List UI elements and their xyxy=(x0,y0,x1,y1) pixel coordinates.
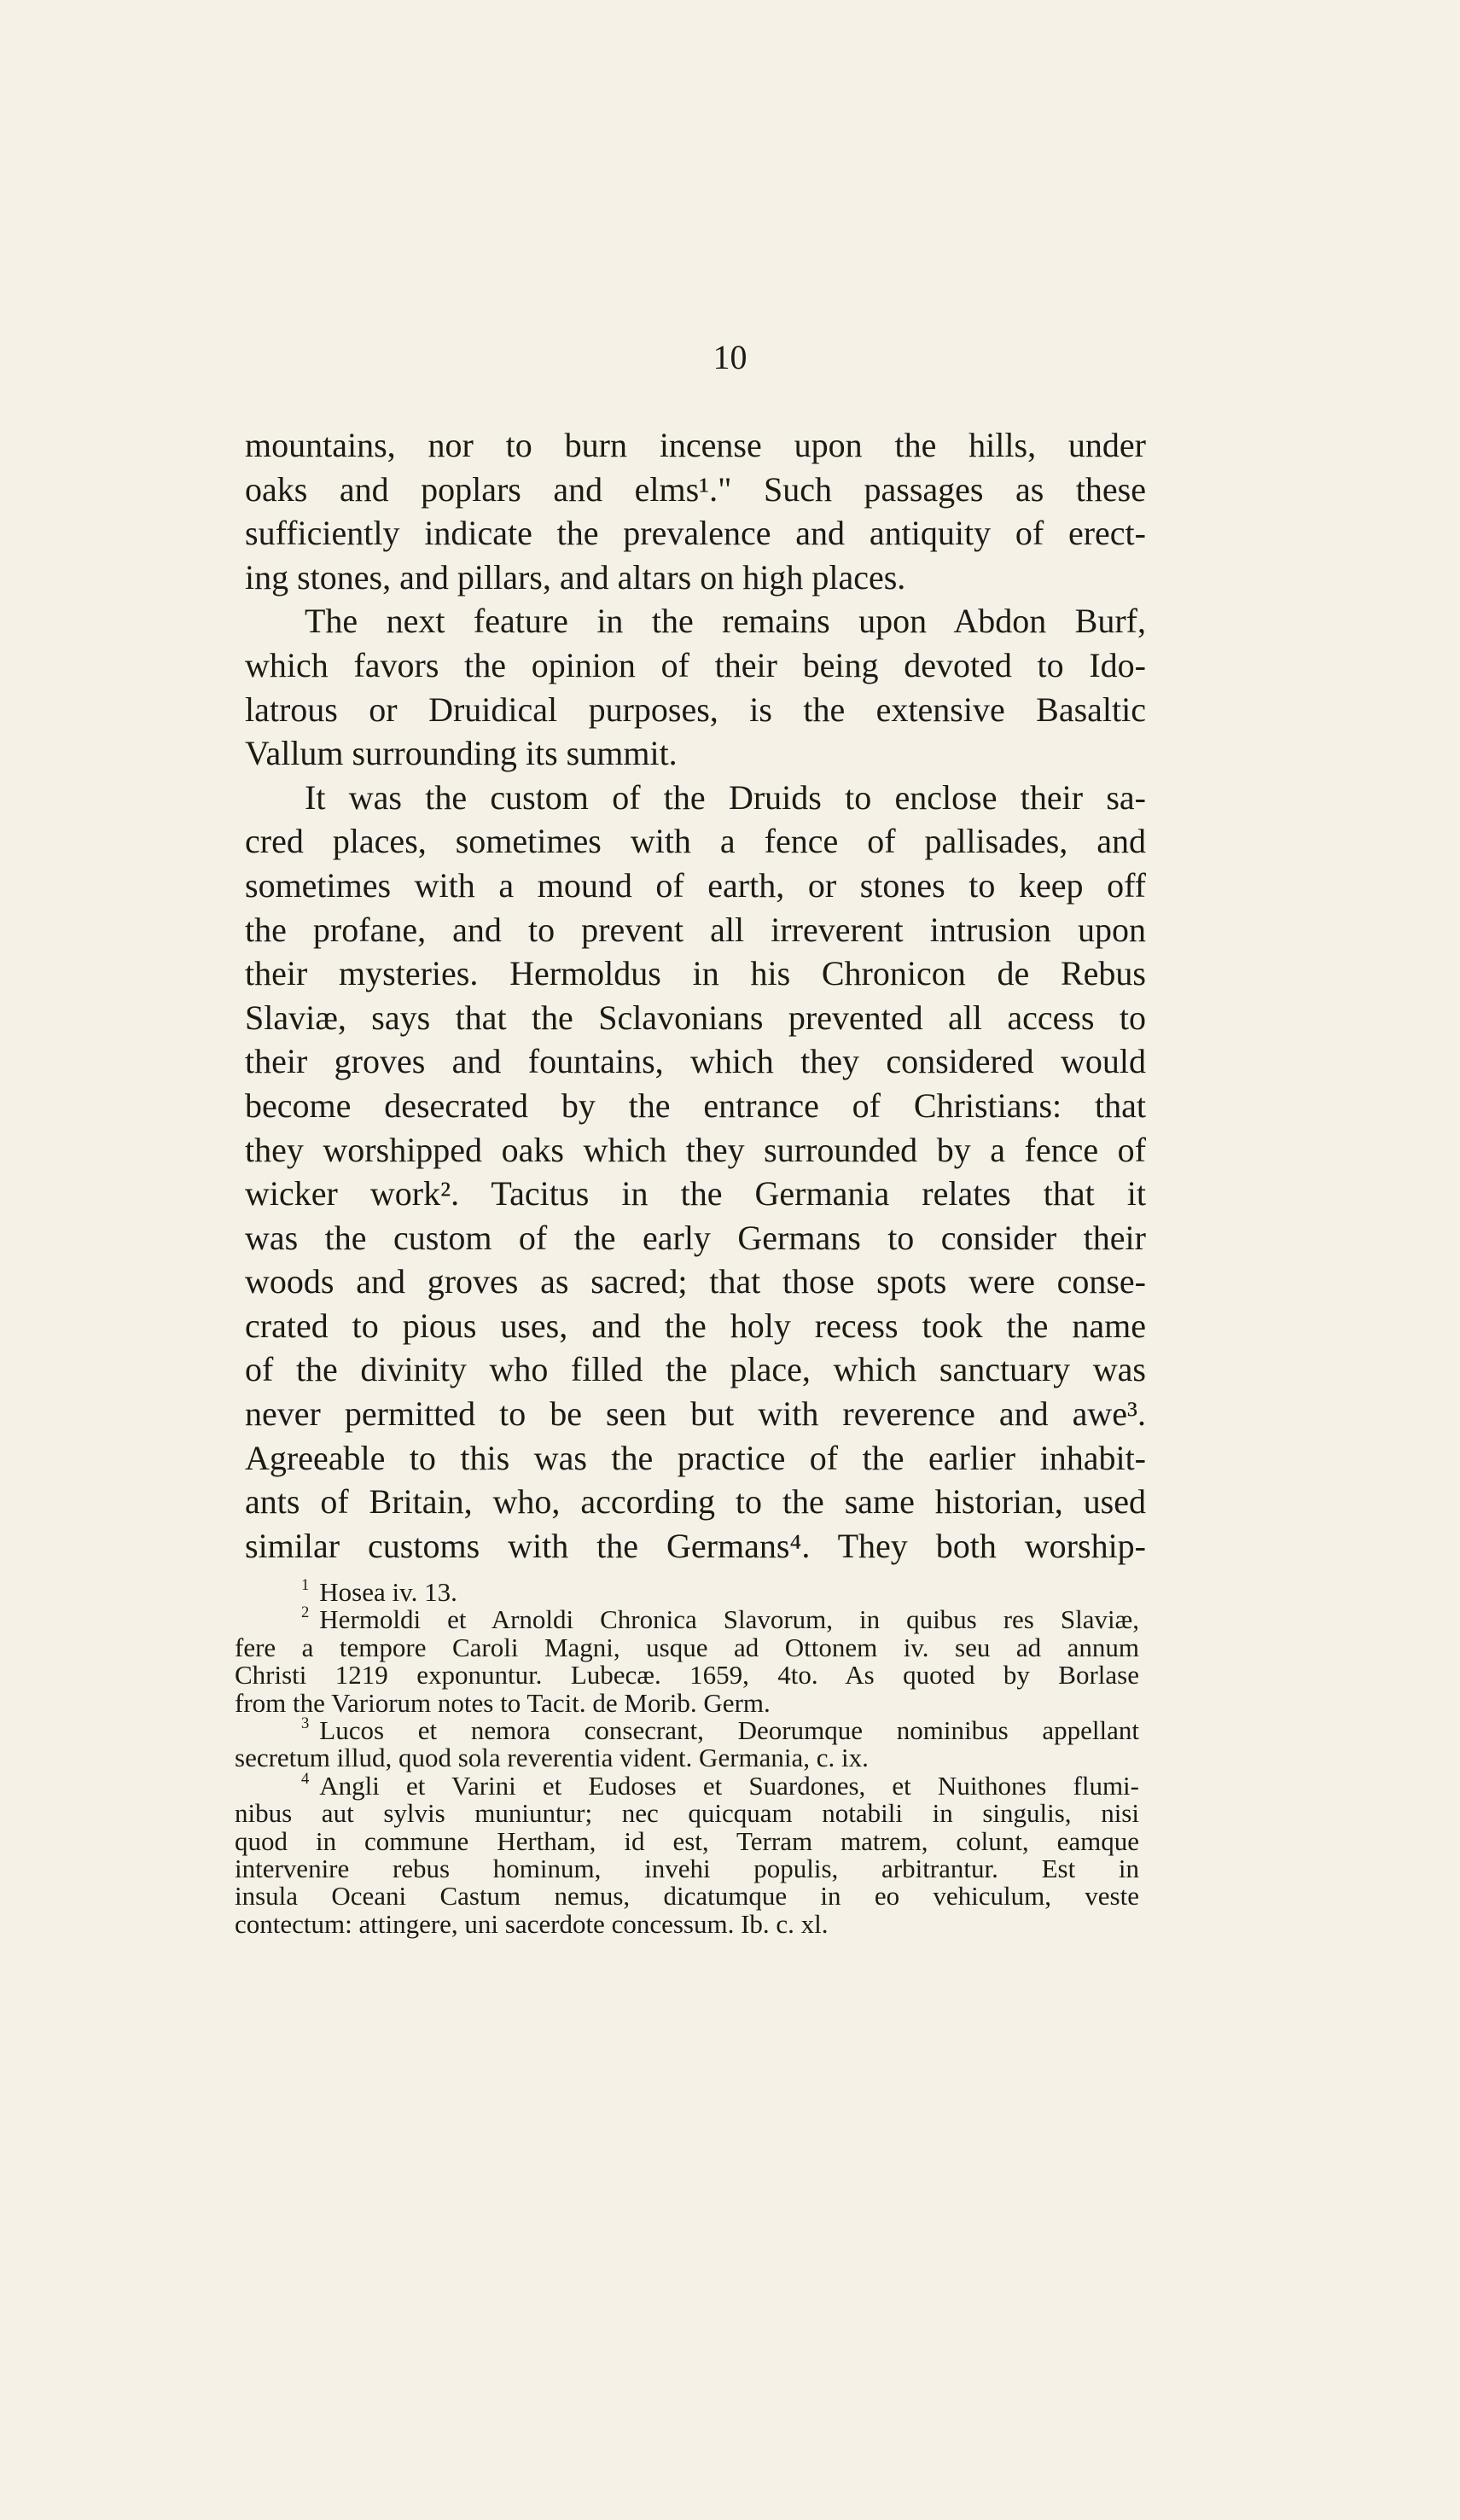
footnote-text: Lucos et nemora consecrant, Deorumque nominibus appellant xyxy=(319,1715,1139,1746)
footnote-line: nibus aut sylvis muniuntur; nec quicquam notabili in singulis, nisi xyxy=(235,1798,1139,1829)
footnote-marker: 1 xyxy=(301,1575,310,1594)
text-line: was the custom of the early Germans to consider their xyxy=(245,1218,1146,1257)
footnote-line xyxy=(235,1714,1139,1746)
text-line: their groves and fountains, which they considered would xyxy=(245,1042,1146,1081)
footnote-line: from the Variorum notes to Tacit. de Morib. Germ. xyxy=(235,1687,771,1718)
text-line: which favors the opinion of their being devoted to Ido- xyxy=(245,645,1146,684)
text-line: sometimes with a mound of earth, or stones to keep off xyxy=(245,865,1146,905)
text-line: crated to pious uses, and the holy recess took the name xyxy=(245,1306,1146,1345)
footnote-line: secretum illud, quod sola reverentia vident. Germania, c. ix. xyxy=(235,1743,869,1773)
text-line: woods and groves as sacred; that those spots were conse- xyxy=(245,1262,1146,1301)
text-line: latrous or Druidical purposes, is the extensive Basaltic xyxy=(245,690,1146,729)
text-line: ants of Britain, who, according to the same historian, used xyxy=(245,1482,1146,1522)
footnote-text: Hermoldi et Arnoldi Chronica Slavorum, in quibus res Slaviæ, xyxy=(319,1604,1139,1635)
footnote-marker: 4 xyxy=(301,1769,310,1788)
footnote-line xyxy=(235,1769,1139,1801)
text-line: sufficiently indicate the prevalence and antiquity of erect- xyxy=(245,514,1146,553)
text-line: similar customs with the Germans⁴. They both worship- xyxy=(245,1526,1146,1565)
text-line: they worshipped oaks which they surrounded by a fence of xyxy=(245,1130,1146,1169)
footnote-text: Angli et Varini et Eudoses et Suardones, et Nuithones flumi- xyxy=(319,1770,1139,1801)
text-line: their mysteries. Hermoldus in his Chronicon de Rebus xyxy=(245,954,1146,993)
footnote-line xyxy=(235,1575,1139,1607)
footnote-line: insula Oceani Castum nemus, dicatumque in eo vehiculum, veste xyxy=(235,1881,1139,1912)
footnote-marker: 2 xyxy=(301,1603,310,1622)
footnote-marker: 3 xyxy=(301,1714,310,1733)
footnote-line: Christi 1219 exponuntur. Lubecæ. 1659, 4to. As quoted by Borlase xyxy=(235,1660,1139,1691)
text-line: oaks and poplars and elms¹." Such passages as these xyxy=(245,469,1146,509)
text-line: become desecrated by the entrance of Christians: that xyxy=(245,1085,1146,1125)
text-line: the profane, and to prevent all irreverent intrusion upon xyxy=(245,910,1146,949)
text-line: Slaviæ, says that the Sclavonians prevented all access to xyxy=(245,998,1146,1037)
text-line: wicker work². Tacitus in the Germania relates that it xyxy=(245,1174,1146,1213)
text-line: mountains, nor to burn incense upon the hills, under xyxy=(245,426,1146,464)
text-line: The next feature in the remains upon Abdon Burf, xyxy=(305,602,1146,641)
footnote-line xyxy=(235,1603,1139,1635)
text-line: cred places, sometimes with a fence of pallisades, and xyxy=(245,822,1146,861)
body-text xyxy=(245,423,1146,1568)
footnote-text: Hosea iv. 13. xyxy=(319,1577,457,1607)
footnotes xyxy=(235,1575,1139,1939)
text-line: never permitted to be seen but with reverence and awe³. xyxy=(245,1394,1146,1434)
footnote-line: contectum: attingere, uni sacerdote concessum. Ib. c. xl. xyxy=(235,1908,829,1939)
text-line: ing stones, and pillars, and altars on high places. xyxy=(245,557,906,597)
text-line: of the divinity who filled the place, which sanctuary was xyxy=(245,1350,1146,1389)
text-line: Vallum surrounding its summit. xyxy=(245,734,678,773)
footnote-line: intervenire rebus hominum, invehi populis, arbitrantur. Est in xyxy=(235,1854,1139,1884)
text-line: Agreeable to this was the practice of the earlier inhabit- xyxy=(245,1438,1146,1477)
footnote-line: quod in commune Hertham, id est, Terram matrem, colunt, eamque xyxy=(235,1825,1139,1856)
page-number: 10 xyxy=(713,338,747,376)
text-line: It was the custom of the Druids to enclose their sa- xyxy=(305,777,1146,817)
footnote-line: fere a tempore Caroli Magni, usque ad Ottonem iv. seu ad annum xyxy=(235,1632,1139,1662)
